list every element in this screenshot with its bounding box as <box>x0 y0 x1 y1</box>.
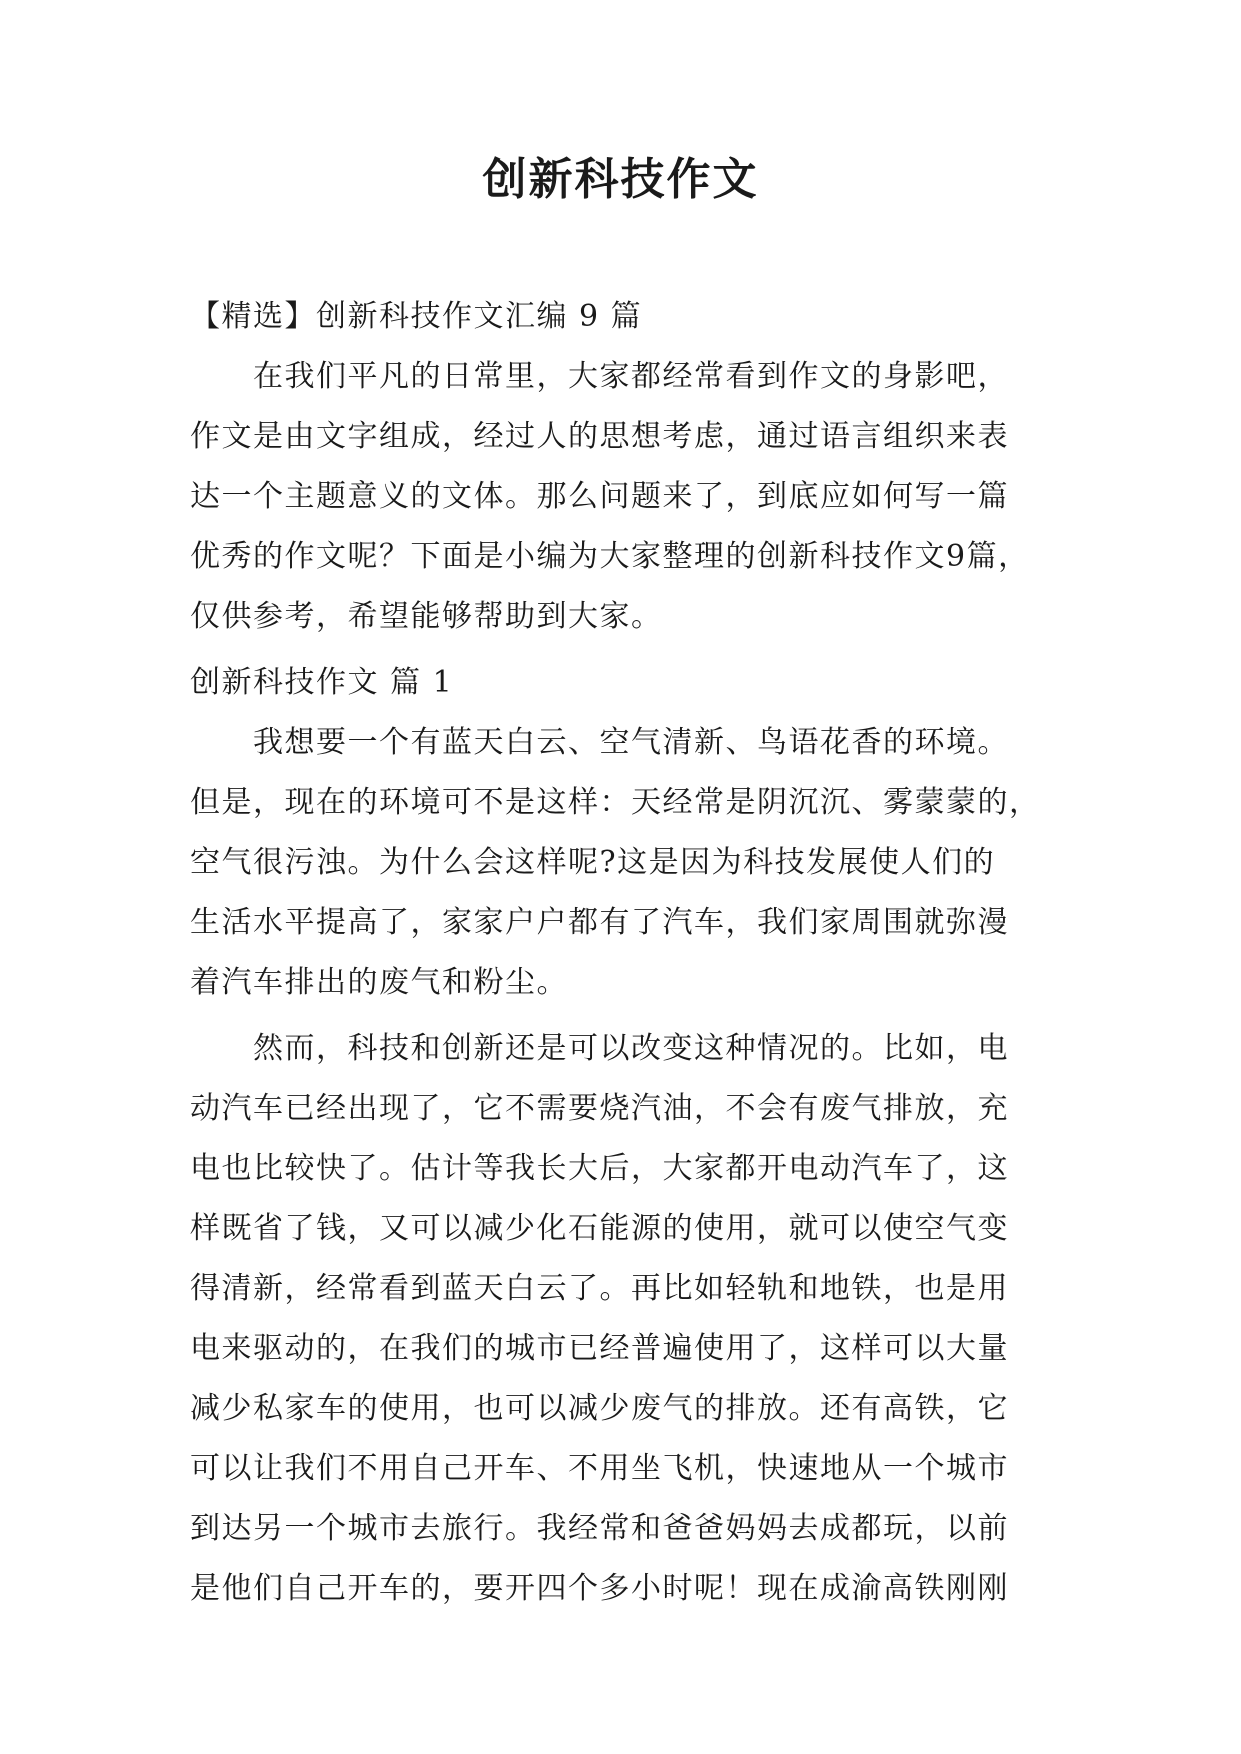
paragraph-line: 空气很污浊。为什么会这样呢?这是因为科技发展使人们的 <box>190 845 996 880</box>
paragraph-line: 但是，现在的环境可不是这样：天经常是阴沉沉、雾蒙蒙的， <box>190 785 1041 820</box>
intro-line: 优秀的作文呢？下面是小编为大家整理的创新科技作文9篇， <box>190 539 1030 574</box>
paragraph-line: 我想要一个有蓝天白云、空气清新、鸟语花香的环境。 <box>190 725 1009 760</box>
paragraph-line: 样既省了钱，又可以减少化石能源的使用，就可以使空气变 <box>190 1211 1009 1246</box>
section-heading: 创新科技作文 篇 1 <box>190 665 454 700</box>
paragraph-line: 到达另一个城市去旅行。我经常和爸爸妈妈去成都玩，以前 <box>190 1511 1009 1546</box>
document-subtitle: 【精选】创新科技作文汇编 9 篇 <box>190 299 643 334</box>
paragraph-line: 可以让我们不用自己开车、不用坐飞机，快速地从一个城市 <box>190 1451 1009 1486</box>
paragraph-line: 动汽车已经出现了，它不需要烧汽油，不会有废气排放，充 <box>190 1091 1009 1126</box>
intro-paragraph <box>190 347 1052 647</box>
paragraph-line: 生活水平提高了，家家户户都有了汽车，我们家周围就弥漫 <box>190 905 1009 940</box>
paragraph-2 <box>190 1019 1052 1619</box>
paragraph-line: 是他们自己开车的，要开四个多小时呢！现在成渝高铁刚刚 <box>190 1571 1009 1606</box>
paragraph-line: 着汽车排出的废气和粉尘。 <box>190 965 568 1000</box>
paragraph-line: 减少私家车的使用，也可以减少废气的排放。还有高铁，它 <box>190 1391 1009 1426</box>
document-title: 创新科技作文 <box>482 154 759 205</box>
intro-line: 仅供参考，希望能够帮助到大家。 <box>190 599 663 634</box>
paragraph-line: 电来驱动的，在我们的城市已经普遍使用了，这样可以大量 <box>190 1331 1009 1366</box>
intro-line: 作文是由文字组成，经过人的思想考虑，通过语言组织来表 <box>190 419 1009 454</box>
paragraph-1 <box>190 713 1052 1013</box>
paragraph-line: 得清新，经常看到蓝天白云了。再比如轻轨和地铁，也是用 <box>190 1271 1009 1306</box>
paragraph-line: 电也比较快了。估计等我长大后，大家都开电动汽车了，这 <box>190 1151 1009 1186</box>
paragraph-line: 然而，科技和创新还是可以改变这种情况的。比如，电 <box>190 1031 1009 1066</box>
document-body <box>190 287 1052 1625</box>
intro-line: 达一个主题意义的文体。那么问题来了，到底应如何写一篇 <box>190 479 1009 514</box>
intro-line: 在我们平凡的日常里，大家都经常看到作文的身影吧， <box>190 359 1009 394</box>
